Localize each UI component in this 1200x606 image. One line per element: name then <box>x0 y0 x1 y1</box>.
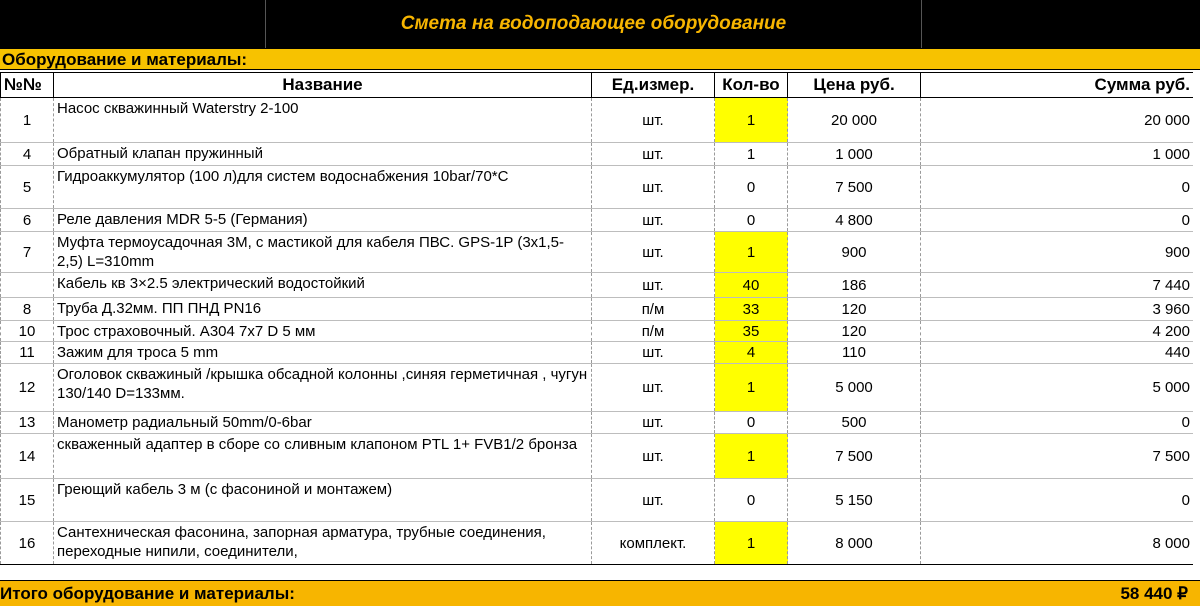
quantity-cell[interactable]: 1 <box>715 143 788 166</box>
item-name-cell[interactable]: Оголовок скважиный /крышка обсадной колонны ,синяя герметичная , чугун 130/140 D=133мм. <box>54 364 592 412</box>
item-name-cell[interactable]: Манометр радиальный 50mm/0-6bar <box>54 412 592 434</box>
column-header-unit[interactable]: Ед.измер. <box>592 73 715 98</box>
row-number-cell[interactable]: 1 <box>1 98 54 143</box>
unit-cell[interactable]: шт. <box>592 273 715 298</box>
sum-cell[interactable]: 0 <box>921 166 1194 209</box>
table-row <box>1 273 1194 298</box>
unit-cell[interactable]: п/м <box>592 321 715 342</box>
item-name-cell[interactable]: Гидроаккумулятор (100 л)для систем водоснабжения 10bar/70*С <box>54 166 592 209</box>
table-row <box>1 232 1194 273</box>
table-row <box>1 479 1194 522</box>
item-name-cell[interactable]: Обратный клапан пружинный <box>54 143 592 166</box>
price-cell[interactable]: 20 000 <box>788 98 921 143</box>
table-row <box>1 298 1194 321</box>
table-row <box>1 522 1194 565</box>
quantity-cell[interactable]: 0 <box>715 209 788 232</box>
price-cell[interactable]: 7 500 <box>788 166 921 209</box>
item-name-cell[interactable]: Труба Д.32мм. ПП ПНД PN16 <box>54 298 592 321</box>
row-number-cell[interactable]: 4 <box>1 143 54 166</box>
sum-cell[interactable]: 5 000 <box>921 364 1194 412</box>
unit-cell[interactable]: шт. <box>592 412 715 434</box>
sum-cell[interactable]: 1 000 <box>921 143 1194 166</box>
title-band <box>0 0 1200 48</box>
row-number-cell[interactable]: 10 <box>1 321 54 342</box>
column-header-name[interactable]: Название <box>54 73 592 98</box>
price-cell[interactable]: 120 <box>788 298 921 321</box>
sum-cell[interactable]: 4 200 <box>921 321 1194 342</box>
unit-cell[interactable]: шт. <box>592 143 715 166</box>
unit-cell[interactable]: шт. <box>592 479 715 522</box>
column-header-price[interactable]: Цена руб. <box>788 73 921 98</box>
price-cell[interactable]: 5 150 <box>788 479 921 522</box>
item-name-cell[interactable]: Трос страховочный. А304 7х7 D 5 мм <box>54 321 592 342</box>
item-name-cell[interactable]: Кабель кв 3×2.5 электрический водостойкий <box>54 273 592 298</box>
price-cell[interactable]: 120 <box>788 321 921 342</box>
column-header-sum[interactable]: Сумма руб. <box>921 73 1194 98</box>
quantity-cell[interactable]: 35 <box>715 321 788 342</box>
table-row <box>1 342 1194 364</box>
total-value[interactable]: 58 440 ₽ <box>1120 584 1188 603</box>
section-title: Оборудование и материалы: <box>2 50 248 69</box>
row-number-cell[interactable]: 7 <box>1 232 54 273</box>
row-number-cell[interactable]: 6 <box>1 209 54 232</box>
table-row <box>1 209 1194 232</box>
price-cell[interactable]: 186 <box>788 273 921 298</box>
row-number-cell[interactable]: 12 <box>1 364 54 412</box>
row-number-cell[interactable]: 8 <box>1 298 54 321</box>
quantity-cell[interactable]: 1 <box>715 232 788 273</box>
estimate-title: Смета на водоподающее оборудование <box>265 0 922 48</box>
quantity-cell[interactable]: 4 <box>715 342 788 364</box>
quantity-cell[interactable]: 0 <box>715 412 788 434</box>
sum-cell[interactable]: 8 000 <box>921 522 1194 565</box>
price-cell[interactable]: 110 <box>788 342 921 364</box>
unit-cell[interactable]: шт. <box>592 98 715 143</box>
sum-cell[interactable]: 0 <box>921 412 1194 434</box>
section-header <box>0 48 1200 70</box>
quantity-cell[interactable]: 0 <box>715 479 788 522</box>
item-name-cell[interactable]: Муфта термоусадочная 3М, с мастикой для кабеля ПВС. GPS-1P (3х1,5-2,5) L=310mm <box>54 232 592 273</box>
table-header-row <box>1 73 1194 98</box>
column-header-num[interactable]: №№ <box>1 73 54 98</box>
quantity-cell[interactable]: 0 <box>715 166 788 209</box>
price-cell[interactable]: 5 000 <box>788 364 921 412</box>
quantity-cell[interactable]: 1 <box>715 364 788 412</box>
row-number-cell[interactable]: 15 <box>1 479 54 522</box>
quantity-cell[interactable]: 1 <box>715 522 788 565</box>
table-row <box>1 364 1194 412</box>
item-name-cell[interactable]: Греющий кабель 3 м (с фасониной и монтажем) <box>54 479 592 522</box>
column-header-qty[interactable]: Кол-во <box>715 73 788 98</box>
unit-cell[interactable]: шт. <box>592 364 715 412</box>
unit-cell[interactable]: п/м <box>592 298 715 321</box>
row-number-cell[interactable]: 11 <box>1 342 54 364</box>
sum-cell[interactable]: 7 440 <box>921 273 1194 298</box>
item-name-cell[interactable]: Насос скважинный Waterstry 2-100 <box>54 98 592 143</box>
quantity-cell[interactable]: 33 <box>715 298 788 321</box>
sum-cell[interactable]: 3 960 <box>921 298 1194 321</box>
sheet-edge <box>1193 72 1200 580</box>
sum-cell[interactable]: 20 000 <box>921 98 1194 143</box>
price-cell[interactable]: 900 <box>788 232 921 273</box>
sum-cell[interactable]: 440 <box>921 342 1194 364</box>
price-cell[interactable]: 500 <box>788 412 921 434</box>
row-number-cell[interactable] <box>1 273 54 298</box>
sum-cell[interactable]: 7 500 <box>921 434 1194 479</box>
unit-cell[interactable]: шт. <box>592 342 715 364</box>
item-name-cell[interactable]: Сантехническая фасонина, запорная арматура, трубные соединения, переходные нипили, соединители, <box>54 522 592 565</box>
table-row <box>1 166 1194 209</box>
row-number-cell[interactable]: 13 <box>1 412 54 434</box>
quantity-cell[interactable]: 1 <box>715 434 788 479</box>
quantity-cell[interactable]: 40 <box>715 273 788 298</box>
unit-cell[interactable]: шт. <box>592 434 715 479</box>
price-cell[interactable]: 8 000 <box>788 522 921 565</box>
sum-cell[interactable]: 900 <box>921 232 1194 273</box>
row-number-cell[interactable]: 5 <box>1 166 54 209</box>
item-name-cell[interactable]: скваженный адаптер в сборе со сливным клапоном PTL 1+ FVB1/2 бронза <box>54 434 592 479</box>
item-name-cell[interactable]: Реле давления MDR 5-5 (Германия) <box>54 209 592 232</box>
item-name-cell[interactable]: Зажим для троса 5 mm <box>54 342 592 364</box>
estimate-table <box>0 72 1194 565</box>
total-row <box>0 580 1200 606</box>
price-cell[interactable]: 4 800 <box>788 209 921 232</box>
unit-cell[interactable]: комплект. <box>592 522 715 565</box>
table-row <box>1 434 1194 479</box>
unit-cell[interactable]: шт. <box>592 166 715 209</box>
table-row <box>1 412 1194 434</box>
sum-cell[interactable]: 0 <box>921 479 1194 522</box>
total-label: Итого оборудование и материалы: <box>0 584 295 603</box>
quantity-cell[interactable]: 1 <box>715 98 788 143</box>
table-row <box>1 98 1194 143</box>
table-row <box>1 143 1194 166</box>
price-cell[interactable]: 1 000 <box>788 143 921 166</box>
price-cell[interactable]: 7 500 <box>788 434 921 479</box>
row-number-cell[interactable]: 16 <box>1 522 54 565</box>
unit-cell[interactable]: шт. <box>592 232 715 273</box>
sum-cell[interactable]: 0 <box>921 209 1194 232</box>
unit-cell[interactable]: шт. <box>592 209 715 232</box>
row-number-cell[interactable]: 14 <box>1 434 54 479</box>
table-row <box>1 321 1194 342</box>
